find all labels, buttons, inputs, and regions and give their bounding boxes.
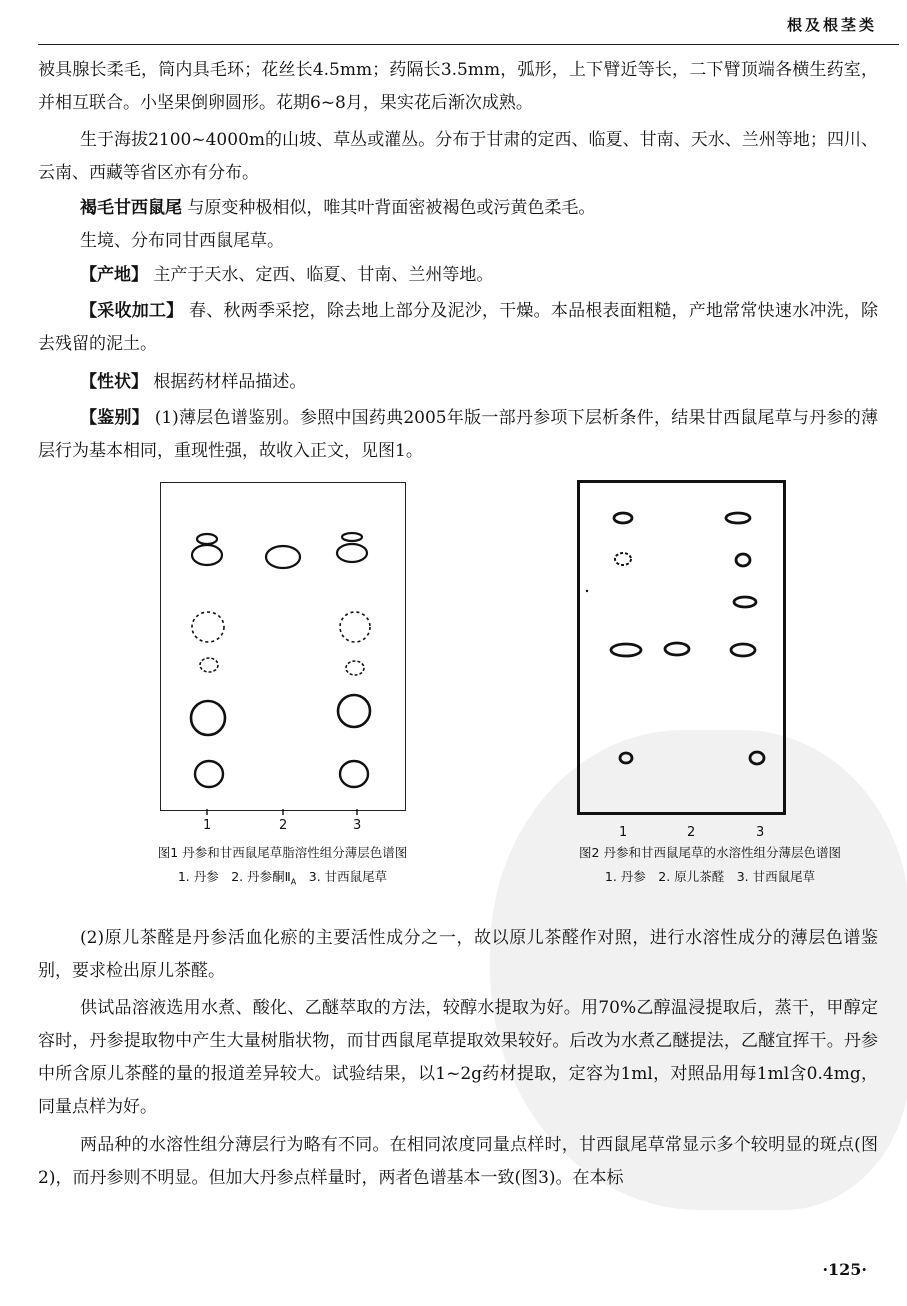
fig1-spot xyxy=(338,695,370,727)
page-number: ·125· xyxy=(822,1260,867,1279)
fig1-lane-label: 3 xyxy=(353,818,362,833)
fig1-spot xyxy=(192,545,222,565)
fig1-lane-label: 1 xyxy=(203,818,212,833)
fig2-lane-label: 1 xyxy=(619,825,628,840)
figure1-legend-main: 1. 丹参 2. 丹参酮Ⅱ xyxy=(177,869,291,884)
paragraph-extraction: 供试品溶液选用水煮、酸化、乙醚萃取的方法，较醇水提取为好。用70%乙醇温浸提取后，蒸干，甲醇定容时，丹参提取物中产生大量树脂状物，而甘西鼠尾草提取效果较好。后改为水煮乙醚提法，乙醚宜挥干。丹参中所含原儿茶醛的量的报道差异较大。试验结果，以1~2g药材提取，定容为1ml，对照品用每1ml含0.4mg，同量点样为好。 xyxy=(38,998,878,1117)
fig1-spot xyxy=(195,761,223,787)
fig2-lane-label: 3 xyxy=(756,825,765,840)
paragraph-1: 被具腺长柔毛，筒内具毛环；花丝长4.5mm；药隔长3.5mm，弧形，上下臂近等长，二下臂顶端各横生药室，并相互联合。小坚果倒卵圆形。花期6~8月，果实花后渐次成熟。 xyxy=(38,60,878,113)
paragraph-comparison: 两品种的水溶性组分薄层行为略有不同。在相同浓度同量点样时，甘西鼠尾草常显示多个较明显的斑点(图2)，而丹参则不明显。但加大丹参点样量时，两者色谱基本一致(图3)。在本标 xyxy=(38,1135,878,1188)
fig1-spot xyxy=(266,546,300,568)
figure1-legend-subscript: A xyxy=(290,877,297,887)
paragraph-4: 生境、分布同甘西鼠尾草。 xyxy=(80,231,284,251)
figure2-caption-title: 图2 丹参和甘西鼠尾草的水溶性组分薄层色谱图 xyxy=(579,845,841,860)
fig1-spot xyxy=(337,544,367,562)
identification-text: (1)薄层色谱鉴别。参照中国药典2005年版一部丹参项下层析条件，结果甘西鼠尾草与丹参的薄层行为基本相同，重现性强，故收入正文，见图1。 xyxy=(38,408,879,461)
section-tag-origin: 【产地】 xyxy=(80,265,148,285)
figure1-caption-title: 图1 丹参和甘西鼠尾草脂溶性组分薄层色谱图 xyxy=(157,845,408,860)
fig1-spot xyxy=(200,658,218,672)
fig1-spot xyxy=(340,612,370,642)
figure1-legend-tail: 3. 甘西鼠尾草 xyxy=(296,869,388,884)
figure1-caption xyxy=(110,841,455,895)
variety-name: 褐毛甘西鼠尾 xyxy=(80,198,182,218)
section-tag-properties: 【性状】 xyxy=(80,372,148,392)
fig1-spot xyxy=(191,701,225,735)
properties-text: 根据药材样品描述。 xyxy=(153,372,307,392)
figure2-caption-legend: 1. 丹参 2. 原儿茶醛 3. 甘西鼠尾草 xyxy=(604,869,816,884)
running-head: 根及根茎类 xyxy=(786,16,877,34)
harvest-text: 春、秋两季采挖，除去地上部分及泥沙，干燥。本品根表面粗糙，产地常常快速水冲洗，除去残留的泥土。 xyxy=(38,301,879,354)
origin-text: 主产于天水、定西、临夏、甘南、兰州等地。 xyxy=(153,265,494,285)
figure2-caption xyxy=(540,841,880,889)
figure2-tlc-plate xyxy=(577,480,786,815)
fig1-spot xyxy=(342,533,362,541)
fig1-spot xyxy=(346,661,364,675)
section-tag-harvest: 【采收加工】 xyxy=(80,301,184,321)
fig1-spot xyxy=(192,612,224,642)
fig1-spot xyxy=(340,761,368,787)
fig1-lane-label: 2 xyxy=(279,818,288,833)
paragraph-method-2: (2)原儿茶醛是丹参活血化瘀的主要活性成分之一，故以原儿茶醛作对照，进行水溶性成分的薄层色谱鉴别，要求检出原儿茶醛。 xyxy=(38,928,878,981)
fig1-spot xyxy=(197,534,217,544)
figure1-caption-legend xyxy=(110,865,455,895)
paragraph-2: 生于海拔2100~4000m的山坡、草丛或灌丛。分布于甘肃的定西、临夏、甘南、天水、兰州等地；四川、云南、西藏等省区亦有分布。 xyxy=(38,130,878,183)
fig2-lane-label: 2 xyxy=(687,825,696,840)
section-tag-identification: 【鉴别】 xyxy=(80,408,150,428)
variety-description: 与原变种极相似，唯其叶背面密被褐色或污黄色柔毛。 xyxy=(187,198,596,218)
